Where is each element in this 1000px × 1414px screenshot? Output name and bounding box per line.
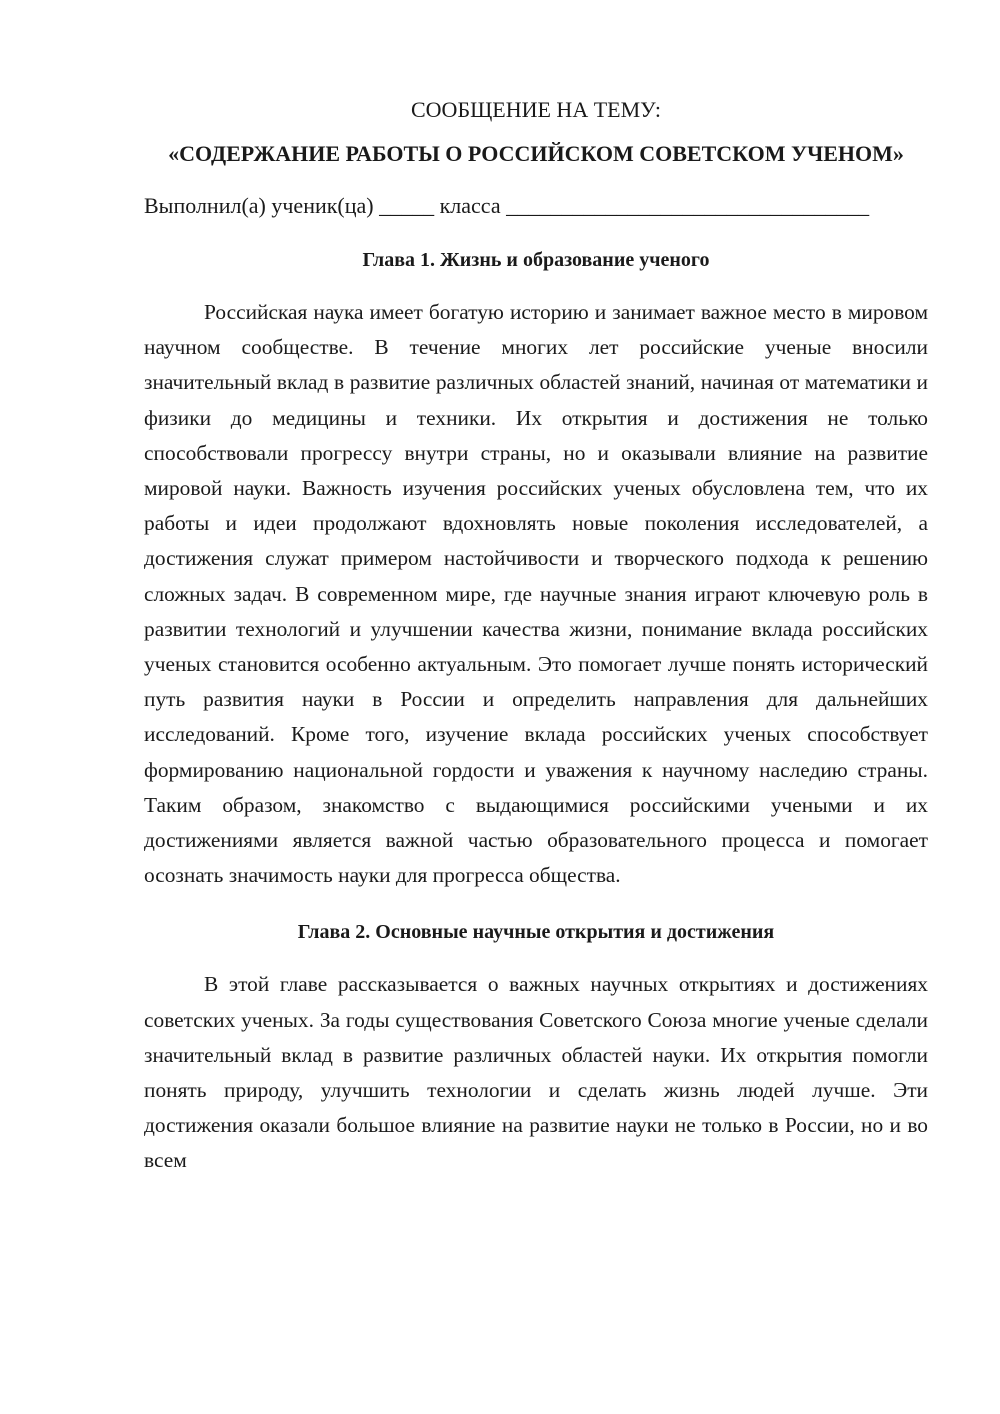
document-label: СООБЩЕНИЕ НА ТЕМУ: bbox=[411, 97, 661, 122]
document-title: «СОДЕРЖАНИЕ РАБОТЫ О РОССИЙСКОМ СОВЕТСКОМ УЧЕНОМ» bbox=[168, 141, 904, 166]
chapter-1-title: Глава 1. Жизнь и образование ученого bbox=[362, 249, 710, 271]
chapter-2-title: Глава 2. Основные научные открытия и достижения bbox=[297, 921, 775, 944]
document-content bbox=[144, 92, 928, 1179]
author-line: Выполнил(а) ученик(ца) _____ класса _________________________________ bbox=[144, 193, 870, 218]
chapter-2-paragraph: В этой главе рассказывается о важных научных открытиях и достижениях советских ученых. За годы существования Советского Союза многие ученые сделали значительный вклад в развитие различных областей науки. Их открытия помогли понять природу, улучшить технологии и сделать жизнь людей лучше. Эти достижения оказали большое влияние на развитие науки не только в России, но и во всем bbox=[144, 972, 928, 1173]
chapter-1-paragraph: Российская наука имеет богатую историю и занимает важное место в мировом научном сообществе. В течение многих лет российские ученые вносили значительный вклад в развитие различных областей знаний, начиная от математики и физики до медицины и техники. Их открытия и достижения не только способствовали прогрессу внутри страны, но и оказывали влияние на развитие мировой науки. Важность изучения российских ученых обусловлена тем, что их работы и идеи продолжают вдохновлять новые поколения исследователей, а достижения служат примером настойчивости и творческого подхода к решению сложных задач. В современном мире, где научные знания играют ключевую роль в развитии технологий и улучшении качества жизни, понимание вклада российских ученых становится особенно актуальным. Это помогает лучше понять исторический путь развития науки в России и определить направления для дальнейших исследований. Кроме того, изучение вклада российских ученых способствует формированию национальной гордости и уважения к научному наследию страны. Таким образом, знакомство с выдающимися российскими учеными и их достижениями является важной частью образовательного процесса и помогает осознать значимость науки для прогресса общества. bbox=[144, 300, 928, 888]
